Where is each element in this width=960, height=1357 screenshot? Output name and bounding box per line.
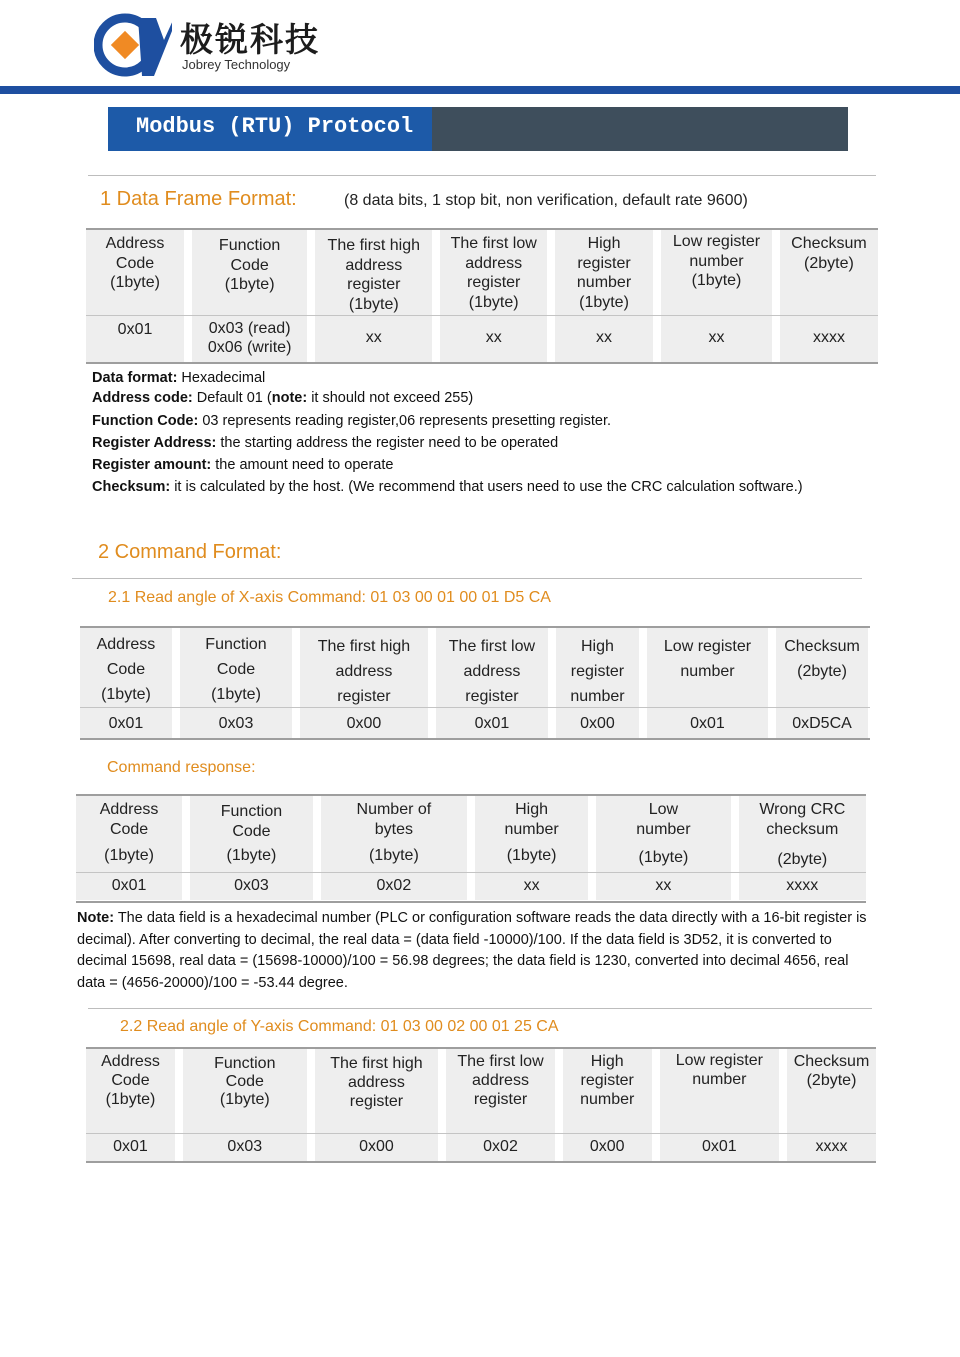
frame-format-note: (8 data bits, 1 stop bit, non verification, default rate 9600) <box>344 192 748 209</box>
value-cell: xx <box>475 872 588 900</box>
header-cell: Checksum (2byte) <box>780 230 878 314</box>
header-cell: High register number <box>563 1049 652 1133</box>
brand-name-en: Jobrey Technology <box>182 57 291 72</box>
value-cell: 0x00 <box>563 1133 652 1161</box>
table-mid-rule <box>86 1133 876 1134</box>
section1-title: 1 Data Frame Format: <box>100 188 297 210</box>
divider <box>88 1008 872 1009</box>
header-cell: Address Code (1byte) <box>86 230 184 314</box>
header-cell: High register number (1byte) <box>555 230 653 314</box>
table-bottom-rule <box>76 901 866 903</box>
header-cell: The first low address register (1byte) <box>440 230 547 314</box>
header-cell: The first low address register <box>436 628 548 709</box>
header-cell: The first high address register <box>315 1049 439 1133</box>
value-cell: xxxx <box>780 314 878 362</box>
value-cell: 0x00 <box>556 709 639 739</box>
response-title: Command response: <box>107 759 256 776</box>
header-cell: The first high address register <box>300 628 428 709</box>
header-cell: Checksum (2byte) <box>787 1049 876 1133</box>
table-mid-rule <box>86 315 878 316</box>
value-cell: xx <box>661 314 772 362</box>
page-title: Modbus (RTU) Protocol <box>136 114 414 139</box>
desc-address-code: Address code: Default 01 (note: it should not exceed 255) <box>92 390 474 406</box>
header-cell: Low register number (1byte) <box>661 230 772 314</box>
read-x-title: 2.1 Read angle of X-axis Command: 01 03 00 01 00 01 D5 CA <box>108 589 551 606</box>
conversion-note: Note: The data field is a hexadecimal number (PLC or configuration software reads the data directly with a 16-bit register is decimal). After converting to decimal, the real data = (data field -10000)/100. If the data field is 3D52, it is converted to decimal 15698, real data = (15698-10000)/100 = 56.98 degrees; the data field is 1230, converted into decimal 4656, real data = (4656-20000)/100 = -53.44 degree. <box>77 910 867 991</box>
header-cell: High register number <box>556 628 639 709</box>
header-cell: Function Code (1byte) <box>192 230 307 314</box>
value-cell: xx <box>315 314 432 362</box>
value-cell: xx <box>555 314 653 362</box>
header-cell: The first low address register <box>446 1049 554 1133</box>
read-x-table <box>72 628 876 739</box>
section2-title: 2 Command Format: <box>98 541 282 563</box>
header-cell: Address Code (1byte) <box>80 628 172 709</box>
header-cell: Function Code (1byte) <box>183 1049 307 1133</box>
header-cell: Function Code (1byte) <box>180 628 292 709</box>
value-cell: 0x00 <box>300 709 428 739</box>
value-cell: 0x03 <box>180 709 292 739</box>
read-y-table <box>78 1049 884 1161</box>
value-cell: 0x00 <box>315 1133 439 1161</box>
header-cell: Address Code (1byte) <box>86 1049 175 1133</box>
divider <box>72 578 862 579</box>
value-cell: 0xD5CA <box>776 709 868 739</box>
value-cell: 0x03 (read) 0x06 (write) <box>192 314 307 362</box>
value-cell: xxxx <box>787 1133 876 1161</box>
value-cell: 0x01 <box>76 872 182 900</box>
header-cell: Low register number <box>647 628 768 709</box>
header-cell: High number (1byte) <box>475 796 588 872</box>
table-mid-rule <box>76 872 866 873</box>
header-cell: Address Code (1byte) <box>76 796 182 872</box>
header-cell: Function Code (1byte) <box>190 796 313 872</box>
company-logo-icon <box>94 12 172 78</box>
desc-register-address: Register Address: the starting address the register need to be operated <box>92 435 559 451</box>
desc-register-amount: Register amount: the amount need to operate <box>92 457 394 473</box>
value-cell: 0x01 <box>660 1133 779 1161</box>
value-cell: 0x01 <box>86 1133 175 1161</box>
value-cell: 0x01 <box>436 709 548 739</box>
header-cell: The first high address register (1byte) <box>315 230 432 314</box>
table-bottom-rule <box>80 738 870 740</box>
divider <box>88 175 876 176</box>
value-cell: xx <box>440 314 547 362</box>
header-bar <box>0 86 960 94</box>
value-cell: xx <box>596 872 730 900</box>
value-cell: 0x02 <box>446 1133 554 1161</box>
value-cell: 0x03 <box>183 1133 307 1161</box>
value-cell: 0x03 <box>190 872 313 900</box>
value-cell: 0x01 <box>647 709 768 739</box>
header-cell: Checksum (2byte) <box>776 628 868 709</box>
frame-format-table <box>78 230 886 362</box>
brand-name-cn: 极锐科技 <box>180 20 320 59</box>
response-table <box>68 796 874 900</box>
read-y-title: 2.2 Read angle of Y-axis Command: 01 03 00 02 00 01 25 CA <box>120 1018 559 1035</box>
desc-checksum: Checksum: it is calculated by the host. (We recommend that users need to use the CRC calculation software.) <box>92 479 803 495</box>
value-cell: 0x02 <box>321 872 467 900</box>
table-bottom-rule <box>86 1161 876 1163</box>
header-cell: Wrong CRC checksum (2byte) <box>739 796 866 872</box>
value-cell: 0x01 <box>80 709 172 739</box>
desc-data-format: Data format: Hexadecimal <box>92 370 266 386</box>
header-cell: Number of bytes (1byte) <box>321 796 467 872</box>
header-cell: Low number (1byte) <box>596 796 730 872</box>
table-bottom-rule <box>86 362 878 364</box>
value-cell: xxxx <box>739 872 866 900</box>
header-cell: Low register number <box>660 1049 779 1133</box>
value-cell: 0x01 <box>86 314 184 362</box>
desc-function-code: Function Code: 03 represents reading register,06 represents presetting register. <box>92 413 612 429</box>
table-mid-rule <box>80 707 870 708</box>
